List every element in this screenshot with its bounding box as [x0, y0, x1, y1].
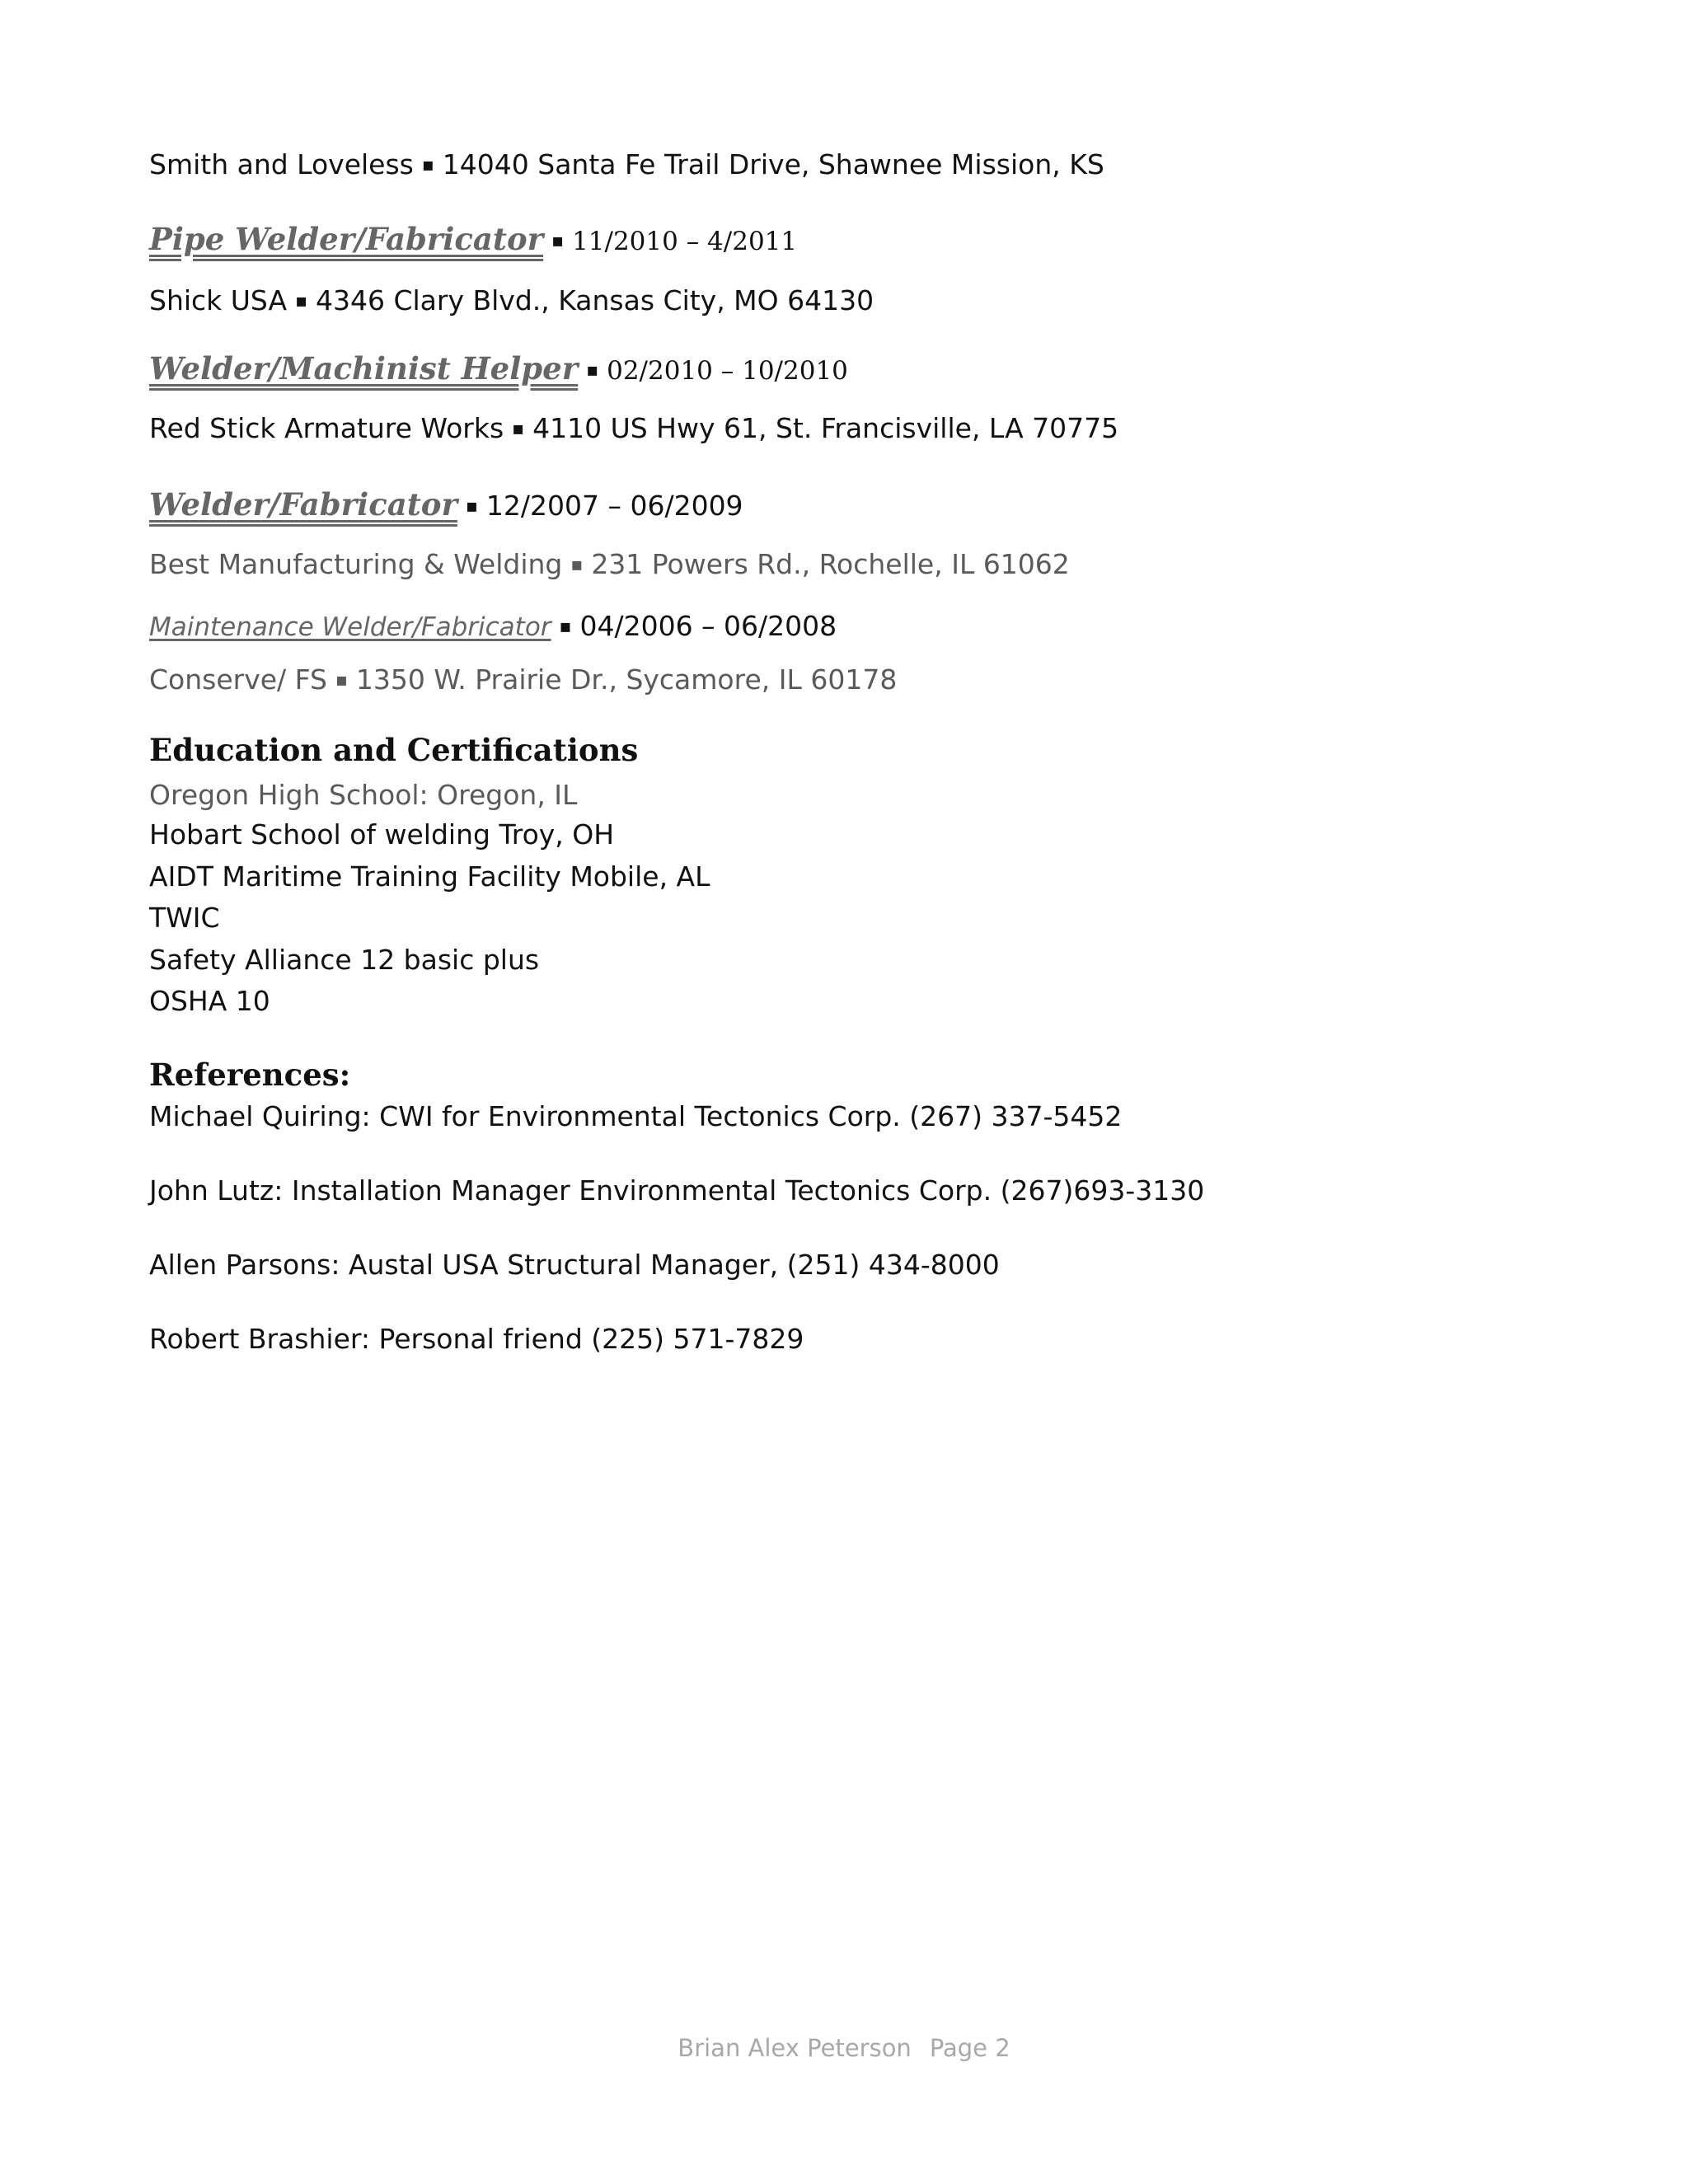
separator-bullet: ▪ [551, 231, 565, 251]
page-footer [0, 2034, 1688, 2062]
employer-name: Red Stick Armature Works [149, 412, 504, 444]
employer-line [149, 148, 1104, 181]
employer-address: 14040 Santa Fe Trail Drive, Shawnee Mission, KS [442, 148, 1104, 180]
separator-bullet: ▪ [570, 555, 584, 575]
education-item: AIDT Maritime Training Facility Mobile, AL [149, 860, 710, 893]
education-item: OSHA 10 [149, 985, 270, 1017]
job-title: Welder/Machinist Helper [149, 350, 579, 387]
job-title: Maintenance Welder/Fabricator [149, 612, 551, 642]
separator-bullet: ▪ [335, 670, 348, 691]
job-title-line [149, 350, 848, 387]
job-title-line [149, 486, 743, 523]
references-heading: References: [149, 1057, 351, 1093]
employer-address: 1350 W. Prairie Dr., Sycamore, IL 60178 [355, 663, 898, 696]
employer-address: 4110 US Hwy 61, St. Francisville, LA 70775 [532, 412, 1119, 444]
job-dates: 02/2010 – 10/2010 [607, 356, 848, 386]
separator-bullet: ▪ [512, 419, 525, 439]
employer-address: 4346 Clary Blvd., Kansas City, MO 64130 [315, 284, 874, 316]
reference-item: Robert Brashier: Personal friend (225) 571-7829 [149, 1323, 804, 1355]
separator-bullet: ▪ [586, 360, 599, 381]
employer-name: Best Manufacturing & Welding [149, 548, 563, 580]
separator-bullet: ▪ [421, 155, 434, 176]
job-title-line [149, 221, 797, 257]
footer-page-number: Page 2 [929, 2034, 1010, 2062]
job-dates: 11/2010 – 4/2011 [572, 227, 798, 256]
job-title: Pipe Welder/Fabricator [149, 221, 544, 257]
employer-line [149, 284, 874, 317]
education-item: Hobart School of welding Troy, OH [149, 818, 615, 851]
employer-name: Conserve/ FS [149, 663, 327, 696]
job-title-line [149, 610, 837, 643]
reference-item: Allen Parsons: Austal USA Structural Manager, (251) 434-8000 [149, 1249, 1000, 1281]
separator-bullet: ▪ [559, 616, 572, 637]
separator-bullet: ▪ [295, 291, 307, 312]
employer-address: 231 Powers Rd., Rochelle, IL 61062 [591, 548, 1070, 580]
employer-line [149, 663, 897, 696]
education-item: TWIC [149, 902, 220, 934]
job-dates: 12/2007 – 06/2009 [485, 490, 743, 522]
reference-item: John Lutz: Installation Manager Environmental Tectonics Corp. (267)693-3130 [149, 1174, 1205, 1207]
education-heading: Education and Certifications [149, 732, 639, 768]
employer-name: Shick USA [149, 284, 288, 316]
job-dates: 04/2006 – 06/2008 [579, 610, 837, 642]
footer-name: Brian Alex Peterson [678, 2034, 912, 2062]
education-item: Safety Alliance 12 basic plus [149, 944, 540, 976]
employer-line [149, 548, 1070, 581]
employer-line [149, 412, 1118, 445]
education-item: Oregon High School: Oregon, IL [149, 779, 578, 811]
reference-item: Michael Quiring: CWI for Environmental Tectonics Corp. (267) 337-5452 [149, 1100, 1123, 1132]
separator-bullet: ▪ [465, 496, 478, 517]
job-title: Welder/Fabricator [149, 486, 457, 523]
employer-name: Smith and Loveless [149, 148, 414, 180]
